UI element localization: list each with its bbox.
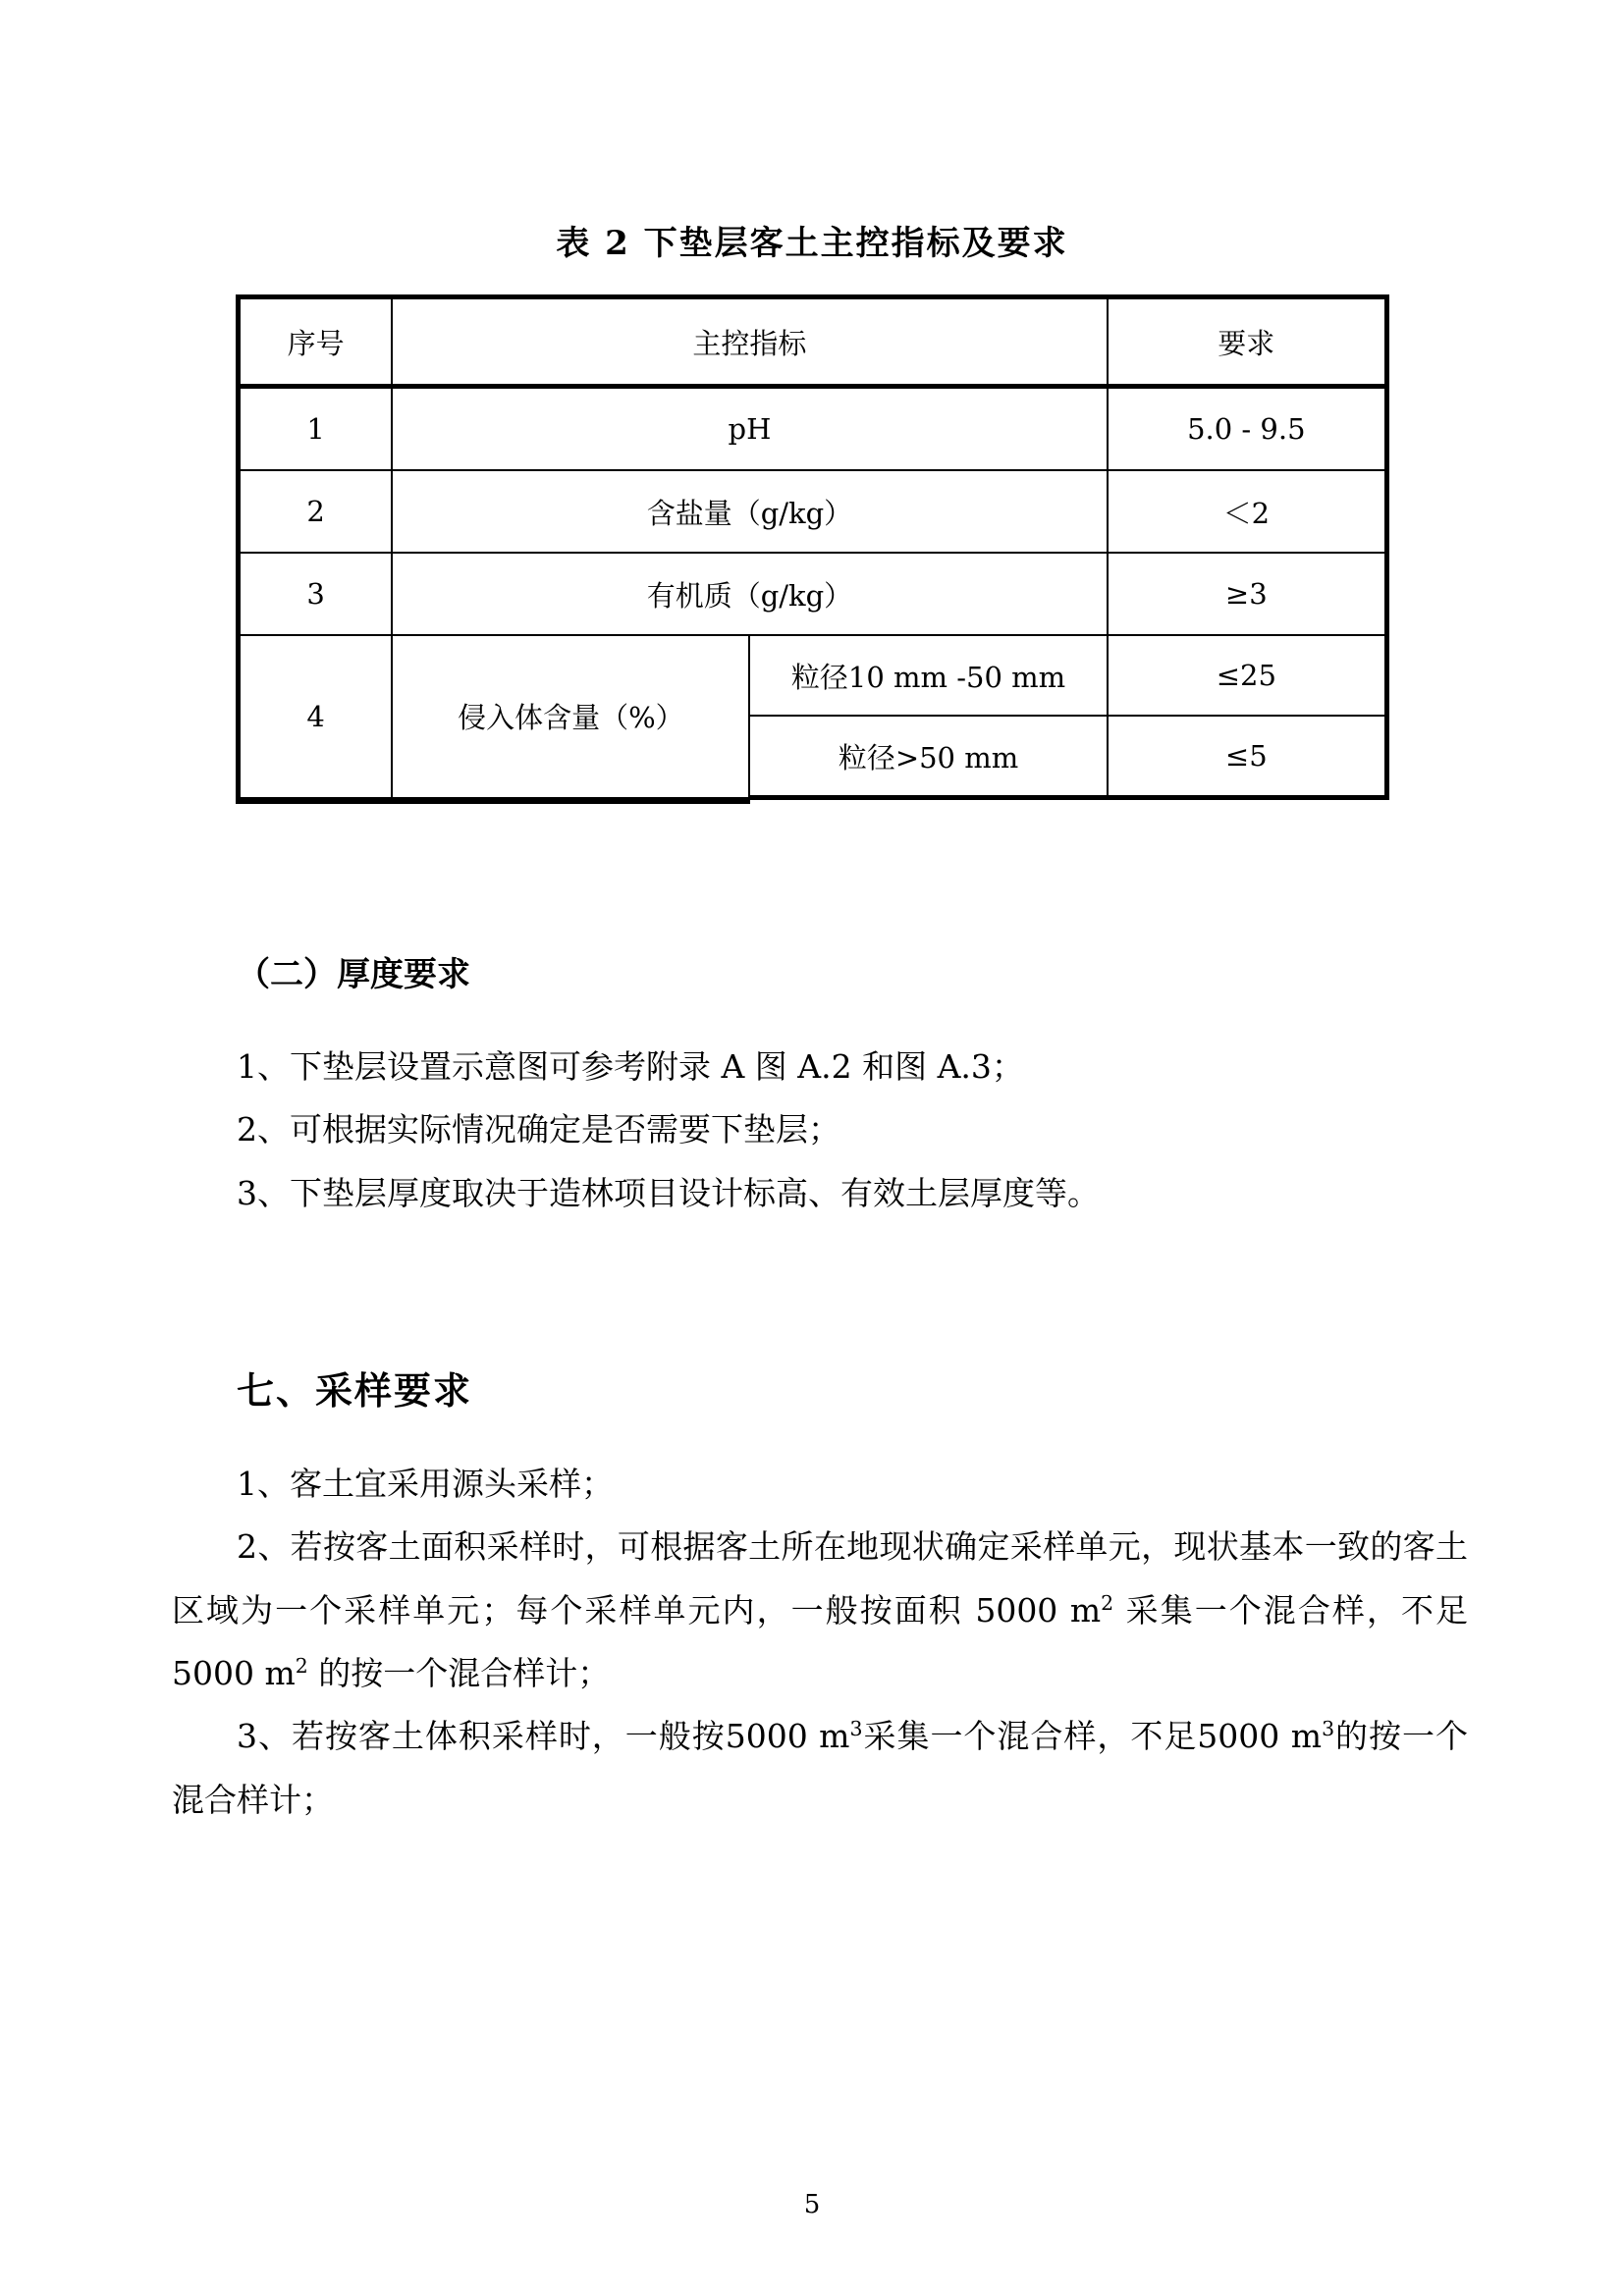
sampling-section-items [172,1453,1468,1832]
header-cell-no: 序号 [239,297,393,387]
section-heading-thickness: （二）厚度要求 [237,955,470,994]
cell-indicator: 有机质（g/kg） [392,553,1107,635]
list-item-text: 3、若按客土体积采样时，一般按5000 m [237,1717,850,1756]
cell-subrow-label: 粒径10 mm -50 mm [749,635,1107,716]
cell-no: 4 [239,635,393,798]
list-item [172,1516,1468,1705]
cell-indicator: 侵入体含量（%） [392,635,749,798]
main-indicator-table [236,294,1389,804]
list-item: 1、客土宜采用源头采样； [237,1465,614,1503]
header-cell-requirement: 要求 [1108,297,1387,387]
list-item-text: 采集一个混合样，不足5000 m [862,1717,1323,1756]
list-item-text: 采集一个混合样，不足 5000 m [172,1590,1468,1693]
list-item: 2、可根据实际情况确定是否需要下垫层； [237,1110,840,1149]
cell-requirement: ≤25 [1108,635,1387,716]
cell-requirement: ≤5 [1108,716,1387,798]
table-row [239,387,1387,471]
thickness-section-items [172,1036,1468,1225]
cell-no: 1 [239,387,393,471]
table-header-row [239,297,1387,387]
cell-no: 3 [239,553,393,635]
cell-no: 2 [239,470,393,553]
section-heading-sampling: 七、采样要求 [237,1369,473,1413]
thickness-section-heading-block [172,942,1468,1007]
superscript-cube: 3 [849,1717,863,1741]
list-item-text: 的按一个混合样计； [172,1717,1469,1819]
header-cell-indicator: 主控指标 [392,297,1107,387]
superscript-square: 2 [1101,1590,1114,1615]
superscript-square: 2 [295,1654,308,1679]
sampling-section-heading-block [172,1355,1468,1427]
cell-requirement: ≥3 [1108,553,1387,635]
list-item-text: 的按一个混合样计； [307,1654,611,1693]
table-caption: 表 2 下垫层客土主控指标及要求 [556,224,1068,263]
cell-indicator: 含盐量（g/kg） [392,470,1107,553]
table-row [239,553,1387,635]
list-item: 1、下垫层设置示意图可参考附录 A 图 A.2 和图 A.3； [237,1047,1024,1086]
list-item-text: 2、若按客土面积采样时，可根据客土所在地现状确定采样单元，现状基本一致的客土区域为一个采样单元；每个采样单元内，一般按面积 5000 m [172,1527,1468,1629]
table-bottom-edge-row [239,798,1387,802]
superscript-cube: 3 [1322,1717,1335,1741]
table-row [239,635,1387,716]
cell-subrow-label: 粒径>50 mm [749,716,1107,798]
cell-requirement: ＜2 [1108,470,1387,553]
list-item: 3、下垫层厚度取决于造林项目设计标高、有效土层厚度等。 [237,1173,1100,1212]
cell-indicator: pH [392,387,1107,471]
list-item [172,1705,1468,1832]
cell-requirement: 5.0 - 9.5 [1108,387,1387,471]
page-number: 5 [803,2190,821,2219]
table-row [239,470,1387,553]
